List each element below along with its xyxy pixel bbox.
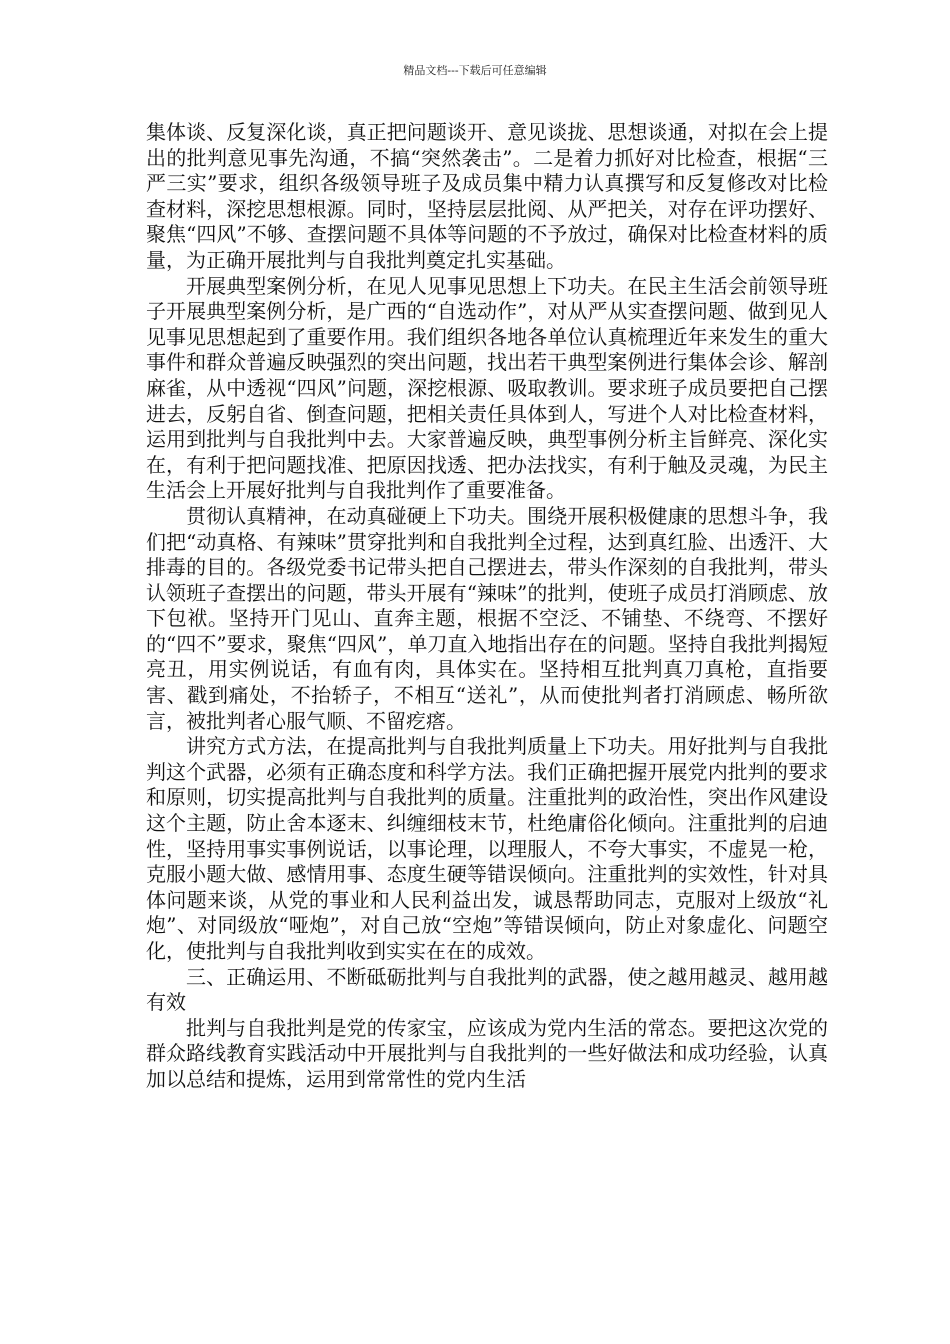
document-body bbox=[146, 120, 828, 1093]
section-heading-3: 三、正确运用、不断砥砺批判与自我批判的武器，使之越用越灵、越用越有效 bbox=[146, 964, 828, 1015]
paragraph-3: 贯彻认真精神，在动真碰硬上下功夫。围绕开展积极健康的思想斗争，我们把“动真格、有辣味”贯穿批判和自我批判全过程，达到真红脸、出透汗、大排毒的目的。各级党委书记带头把自己摆进去，带头作深刻的自我批判，带头认领班子查摆出的问题，带头开展有“辣味”的批判，使班子成员打消顾虑、放下包袱。坚持开门见山、直奔主题，根据不空泛、不铺垫、不绕弯、不摆好的“四不”要求，聚焦“四风”，单刀直入地指出存在的问题。坚持自我批判揭短亮丑，用实例说话，有血有肉，具体实在。坚持相互批判真刀真枪，直指要害、戳到痛处，不抬轿子，不相互“送礼”，从而使批判者打消顾虑、畅所欲言，被批判者心服气顺、不留疙瘩。 bbox=[146, 503, 828, 733]
paragraph-1: 集体谈、反复深化谈，真正把问题谈开、意见谈拢、思想谈通，对拟在会上提出的批判意见事先沟通，不搞“突然袭击”。二是着力抓好对比检查，根据“三严三实”要求，组织各级领导班子及成员集中精力认真撰写和反复修改对比检查材料，深挖思想根源。同时，坚持层层批阅、从严把关，对存在评功摆好、聚焦“四风”不够、查摆问题不具体等问题的不予放过，确保对比检查材料的质量，为正确开展批判与自我批判奠定扎实基础。 bbox=[146, 120, 828, 272]
page-header: 精品文档---下载后可任意编辑 bbox=[403, 64, 547, 77]
paragraph-4: 讲究方式方法，在提高批判与自我批判质量上下功夫。用好批判与自我批判这个武器，必须有正确态度和科学方法。我们正确把握开展党内批判的要求和原则，切实提高批判与自我批判的质量。注重批判的政治性，突出作风建设这个主题，防止舍本逐末、纠缠细枝末节，杜绝庸俗化倾向。注重批判的启迪性，坚持用事实事例说话，以事论理，以理服人，不夸大事实，不虚晃一枪，克服小题大做、感情用事、态度生硬等错误倾向。注重批判的实效性，针对具体问题来谈，从党的事业和人民利益出发，诚恳帮助同志，克服对上级放“礼炮”、对同级放“哑炮”，对自己放“空炮”等错误倾向，防止对象虚化、问题空化，使批判与自我批判收到实实在在的成效。 bbox=[146, 734, 828, 963]
paragraph-2: 开展典型案例分析，在见人见事见思想上下功夫。在民主生活会前领导班子开展典型案例分析，是广西的“自选动作”，对从严从实查摆问题、做到见人见事见思想起到了重要作用。我们组织各地各单位认真梳理近年来发生的重大事件和群众普遍反映强烈的突出问题，找出若干典型案例进行集体会诊、解剖麻雀，从中透视“四风”问题，深挖根源、吸取教训。要求班子成员要把自己摆进去，反躬自省、倒查问题，把相关责任具体到人，写进个人对比检查材料，运用到批判与自我批判中去。大家普遍反映，典型事例分析主旨鲜亮、深化实在，有利于把问题找准、把原因找透、把办法找实，有利于触及灵魂，为民主生活会上开展好批判与自我批判作了重要准备。 bbox=[146, 273, 828, 503]
paragraph-5: 批判与自我批判是党的传家宝，应该成为党内生活的常态。要把这次党的群众路线教育实践活动中开展批判与自我批判的一些好做法和成功经验，认真加以总结和提炼，运用到常常性的党内生活 bbox=[146, 1015, 828, 1091]
